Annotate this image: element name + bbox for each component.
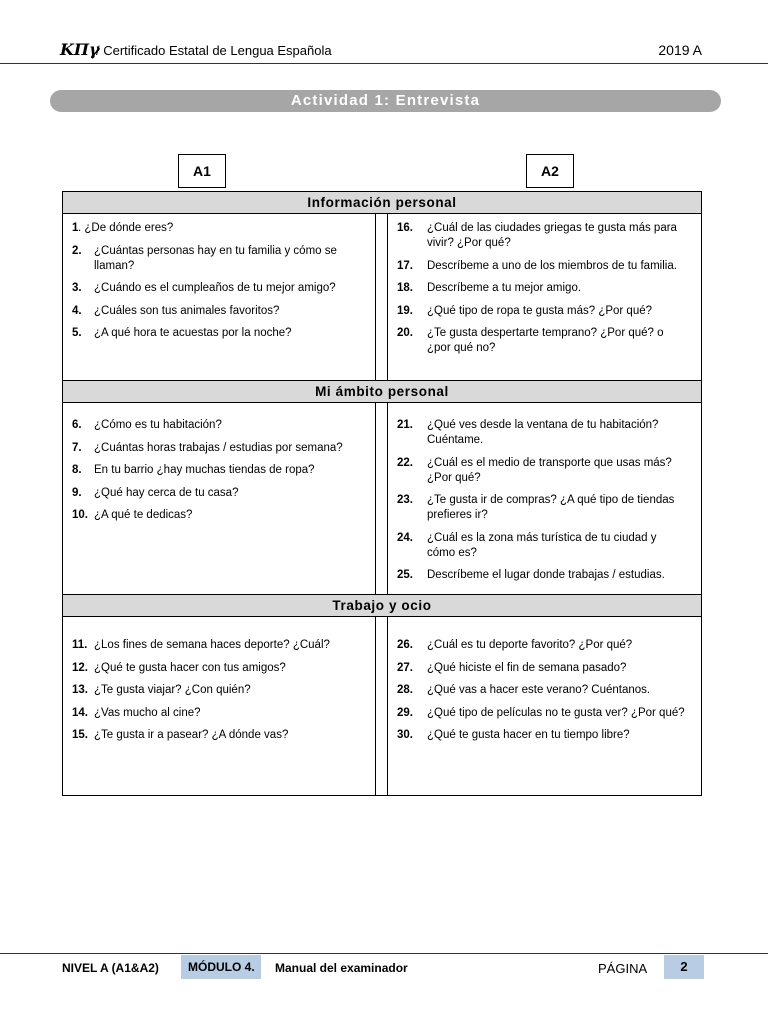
column-divider <box>375 617 376 795</box>
section-header: Información personal <box>63 192 701 214</box>
list-item: 17. Descríbeme a uno de los miembros de tu familia. <box>397 259 677 272</box>
list-item: 4. ¿Cuáles son tus animales favoritos? <box>72 304 280 317</box>
a2-question-list <box>397 221 687 364</box>
a1-question-list <box>72 221 362 349</box>
list-item: 18. Descríbeme a tu mejor amigo. <box>397 282 582 295</box>
list-item: 2. ¿Cuántas personas hay en tu familia y cómo se llaman? <box>72 244 337 272</box>
list-item: 6. ¿Cómo es tu habitación? <box>72 419 222 431</box>
list-item: 14. ¿Vas mucho al cine? <box>72 706 201 719</box>
column-divider <box>387 214 388 380</box>
list-item: 25. Descríbeme el lugar donde trabajas / estudias. <box>397 569 665 582</box>
list-item: 15. ¿Te gusta ir a pasear? ¿A dónde vas? <box>72 729 289 742</box>
list-item: 13. ¿Te gusta viajar? ¿Con quién? <box>72 684 251 697</box>
list-item: 30. ¿Qué te gusta hacer en tu tiempo libre? <box>397 729 630 742</box>
column-divider <box>387 617 388 795</box>
a2-question-list <box>397 638 687 751</box>
section-header: Trabajo y ocio <box>63 594 701 617</box>
column-divider <box>375 214 376 380</box>
footer-page-number: 2 <box>664 955 704 979</box>
list-item: 19. ¿Qué tipo de ropa te gusta más? ¿Por qué? <box>397 304 653 317</box>
list-item: 11. ¿Los fines de semana haces deporte? ¿Cuál? <box>72 639 330 651</box>
list-item: 7. ¿Cuántas horas trabajas / estudias por semana? <box>72 441 343 454</box>
questions-table <box>62 191 702 796</box>
list-item: 16. ¿Cuál de las ciudades griegas te gusta más para vivir? ¿Por qué? <box>397 222 677 249</box>
list-item: 23. ¿Te gusta ir de compras? ¿A qué tipo de tiendas prefieres ir? <box>397 494 675 522</box>
a1-question-list <box>72 418 362 531</box>
a2-question-list <box>397 418 687 591</box>
a1-question-list <box>72 638 362 751</box>
list-item: 22. ¿Cuál es el medio de transporte que usas más? ¿Por qué? <box>397 456 672 484</box>
list-item: 21. ¿Qué ves desde la ventana de tu habitación? Cuéntame. <box>397 419 659 446</box>
column-divider <box>375 403 376 594</box>
list-item: 26. ¿Cuál es tu deporte favorito? ¿Por qué? <box>397 639 633 651</box>
column-divider <box>387 403 388 594</box>
list-item: 28. ¿Qué vas a hacer este verano? Cuéntanos. <box>397 684 651 697</box>
footer-manual: Manual del examinador <box>275 961 408 975</box>
list-item: 9. ¿Qué hay cerca de tu casa? <box>72 486 239 499</box>
list-item: 12. ¿Qué te gusta hacer con tus amigos? <box>72 661 286 674</box>
footer-rule <box>0 953 768 954</box>
activity-title: Actividad 1: Entrevista <box>50 90 721 112</box>
list-item: 3. ¿Cuándo es el cumpleaños de tu mejor amigo? <box>72 282 336 295</box>
list-item: 27. ¿Qué hiciste el fin de semana pasado? <box>397 661 627 674</box>
level-a2-label: A2 <box>526 154 574 188</box>
certificate-title: / Certificado Estatal de Lengua Española <box>96 43 332 58</box>
level-a1-label: A1 <box>178 154 226 188</box>
list-item: 10. ¿A qué te dedicas? <box>72 509 193 522</box>
exam-year: 2019 A <box>658 42 702 58</box>
list-item: 1 . ¿De dónde eres? <box>72 222 174 234</box>
footer-page-label: PÁGINA <box>598 961 648 976</box>
list-item: 20. ¿Te gusta despertarte temprano? ¿Por qué? o ¿por qué no? <box>397 327 664 355</box>
page-header <box>0 0 768 64</box>
footer-module: MÓDULO 4. <box>181 955 261 979</box>
list-item: 5. ¿A qué hora te acuestas por la noche? <box>72 327 292 340</box>
footer-level: NIVEL A (A1&A2) <box>62 961 159 975</box>
exam-logo: ΚΠγ <box>60 40 100 59</box>
list-item: 8. En tu barrio ¿hay muchas tiendas de ropa? <box>72 464 315 477</box>
list-item: 29. ¿Qué tipo de películas no te gusta ver? ¿Por qué? <box>397 706 685 719</box>
section-header: Mi ámbito personal <box>63 380 701 403</box>
list-item: 24. ¿Cuál es la zona más turística de tu ciudad y cómo es? <box>397 531 657 559</box>
